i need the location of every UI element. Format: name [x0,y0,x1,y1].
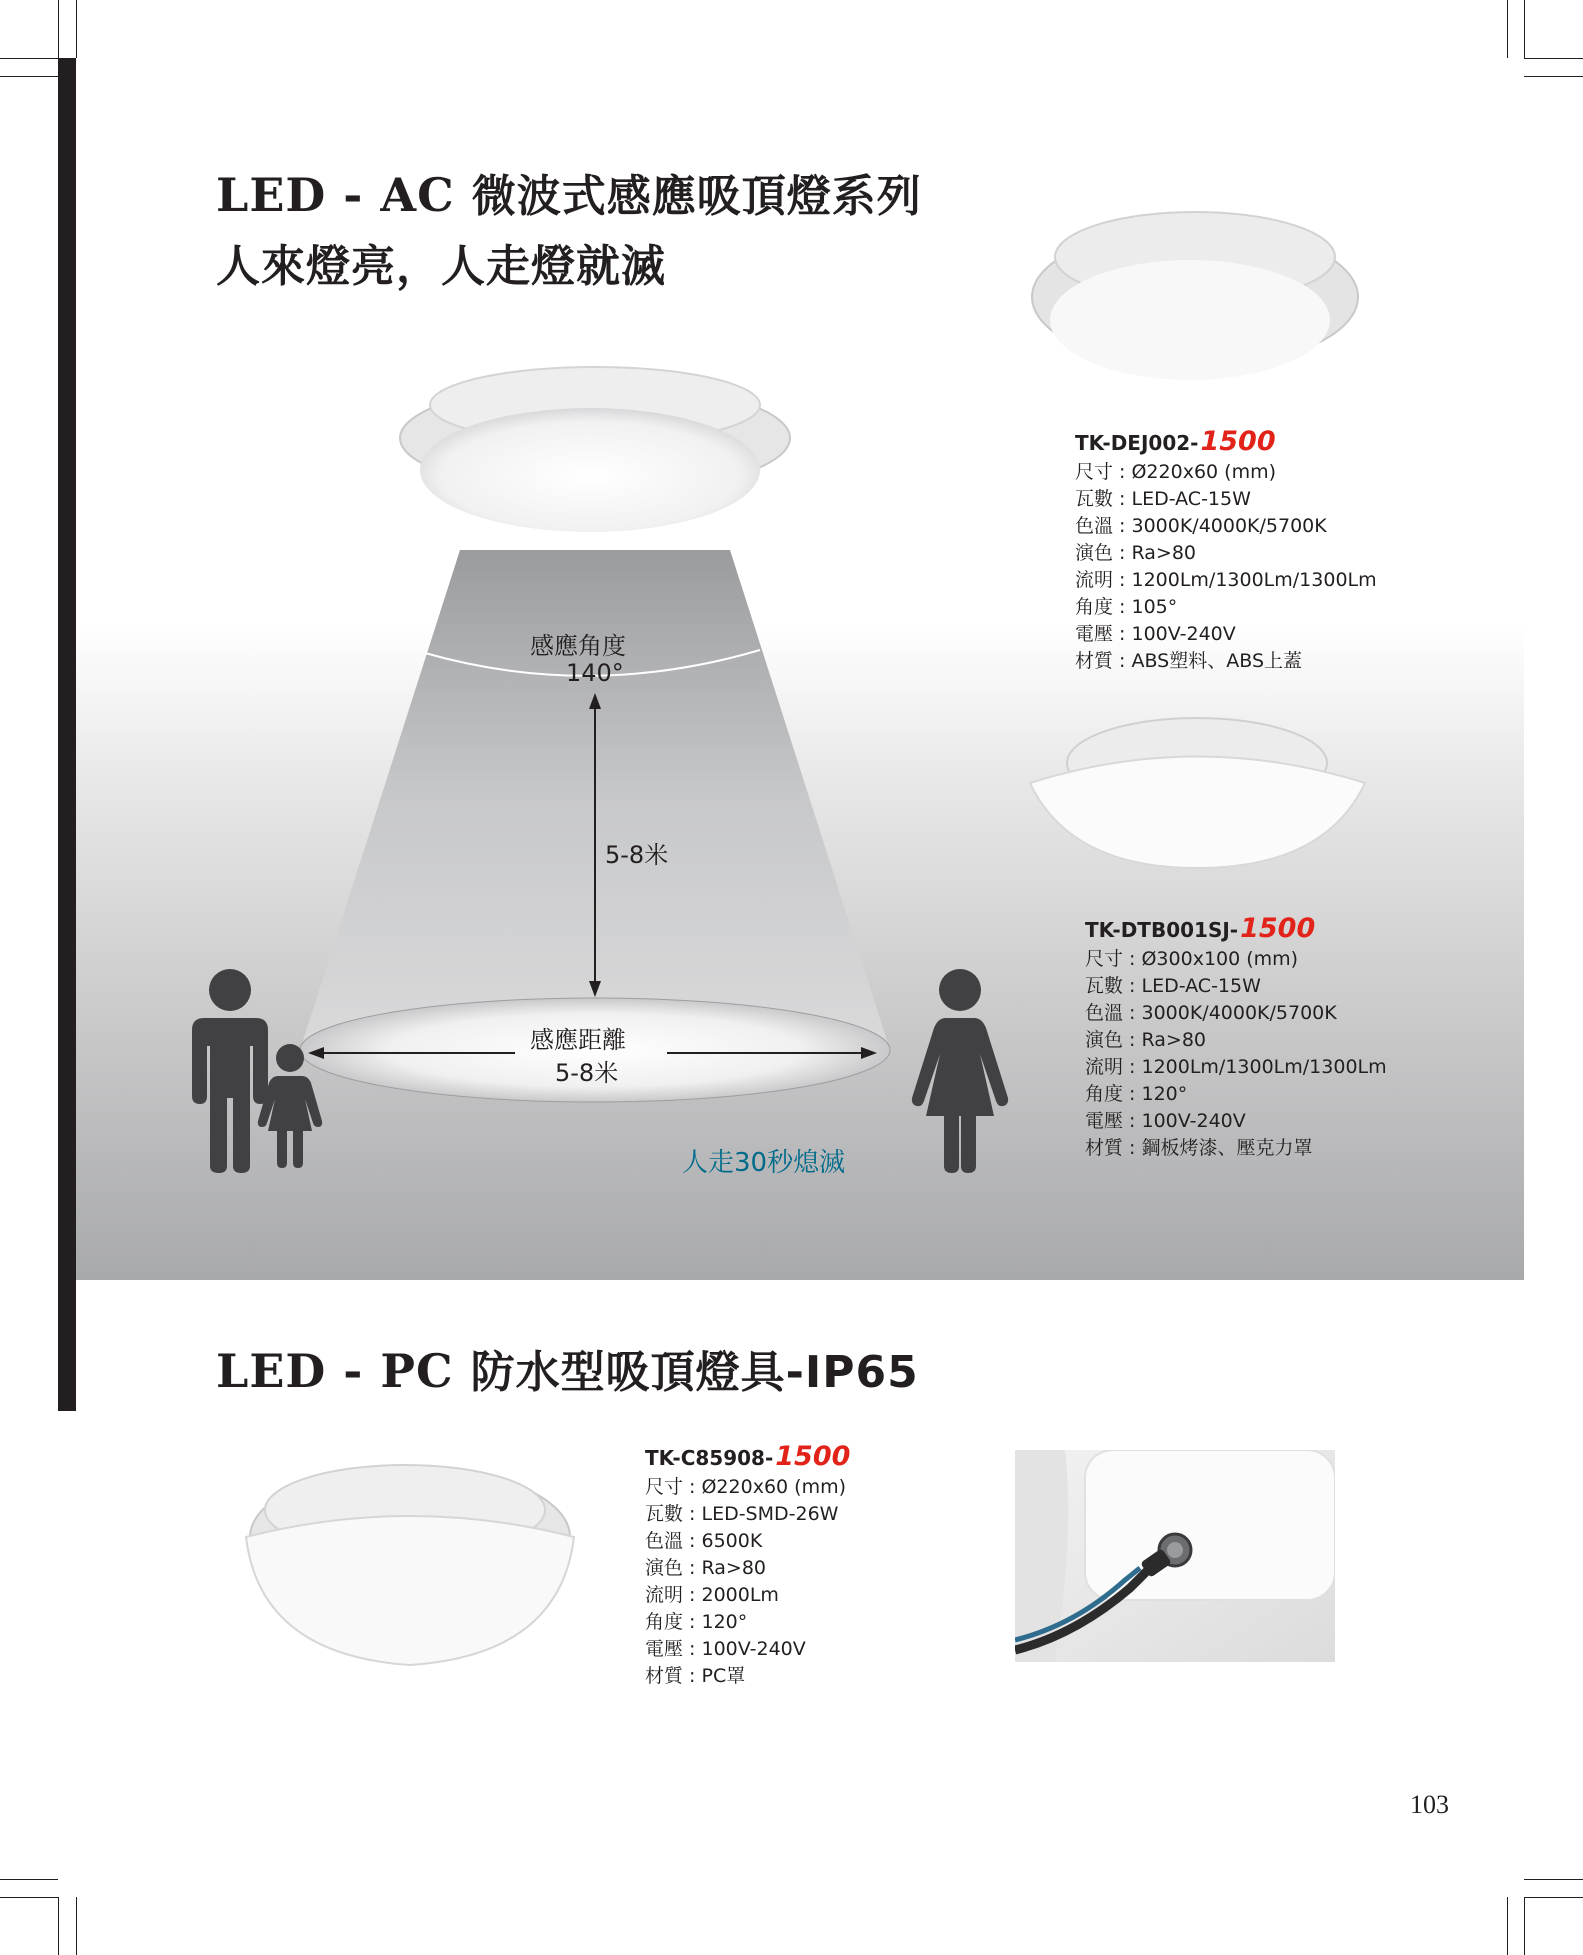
cable-detail-photo [1015,1450,1335,1662]
crop-mark [1524,58,1583,59]
spec-color-temp: 色溫 : 6500K [645,1530,763,1552]
lamp-diffuser [420,408,760,532]
crop-mark [0,58,58,59]
model-number: TK-DEJ002- [1075,431,1199,455]
distance-value: 5-8米 [555,1059,619,1087]
product-spec-1 [1075,428,1377,675]
model-number: TK-C85908- [645,1446,774,1470]
angle-value: 140° [566,659,624,687]
spec-lumen: 流明 : 1200Lm/1300Lm/1300Lm [1085,1056,1387,1078]
spec-lumen: 流明 : 1200Lm/1300Lm/1300Lm [1075,569,1377,591]
spec-wattage: 瓦數 : LED-SMD-26W [645,1503,839,1525]
crop-mark [1507,0,1508,58]
spec-size: 尺寸 : Ø220x60 (mm) [645,1476,847,1498]
crop-mark [1524,0,1525,58]
crop-mark [1524,1897,1525,1955]
title-cjk: 防水型吸頂燈具-IP65 [470,1347,919,1398]
spec-material: 材質 : PC罩 [645,1665,746,1687]
spec-material: 材質 : 鋼板烤漆、壓克力罩 [1085,1137,1313,1159]
title-latin: LED - PC [216,1344,454,1398]
product-spec-2 [1085,915,1387,1162]
spec-angle: 角度 : 105° [1075,596,1178,618]
crop-mark [0,1879,58,1880]
spec-lumen: 流明 : 2000Lm [645,1584,779,1606]
product-model-row [645,1443,850,1472]
spec-cri: 演色 : Ra>80 [1085,1029,1207,1051]
spec-cri: 演色 : Ra>80 [645,1557,767,1579]
product-image-dej002 [1030,205,1360,385]
crop-mark [58,0,59,58]
price: 1500 [1240,913,1316,944]
title-cjk: 微波式感應吸頂燈系列 [471,171,922,222]
child-icon [256,1043,324,1168]
woman-icon [910,968,1010,1173]
crop-mark [76,0,77,58]
spec-size: 尺寸 : Ø220x60 (mm) [1075,461,1277,483]
spec-voltage: 電壓 : 100V-240V [1085,1110,1246,1132]
product-image-c85908 [240,1455,580,1670]
crop-mark [1524,1879,1583,1880]
spec-angle: 角度 : 120° [1085,1083,1188,1105]
crop-mark [0,1897,58,1898]
product-spec-3 [645,1443,850,1690]
model-number: TK-DTB001SJ- [1085,918,1239,942]
spec-wattage: 瓦數 : LED-AC-15W [1085,975,1261,997]
crop-mark [1524,76,1583,77]
spec-cri: 演色 : Ra>80 [1075,542,1197,564]
product-model-row [1085,915,1387,944]
spec-material: 材質 : ABS塑料、ABS上蓋 [1075,650,1302,672]
side-bar [58,58,76,1411]
product-image-dtb001sj [1025,708,1370,873]
spec-voltage: 電壓 : 100V-240V [645,1638,806,1660]
title-latin: LED - AC [216,168,455,222]
crop-mark [76,1897,77,1955]
distance-label: 感應距離 [530,1026,626,1054]
timeout-note: 人走30秒熄滅 [682,1148,846,1178]
spec-voltage: 電壓 : 100V-240V [1075,623,1236,645]
page-number: 103 [1410,1790,1449,1819]
crop-mark [1507,1897,1508,1955]
spec-color-temp: 色溫 : 3000K/4000K/5700K [1085,1002,1337,1024]
section2-title [216,1336,919,1400]
price: 1500 [775,1441,851,1472]
height-label: 5-8米 [605,841,669,869]
section1-title-line1 [216,160,922,224]
crop-mark [0,76,58,77]
crop-mark [58,1897,59,1955]
crop-mark [1524,1897,1583,1898]
spec-angle: 角度 : 120° [645,1611,748,1633]
spec-size: 尺寸 : Ø300x100 (mm) [1085,948,1299,970]
spec-color-temp: 色溫 : 3000K/4000K/5700K [1075,515,1327,537]
price: 1500 [1200,426,1276,457]
section1-title-line2: 人來燈亮，人走燈就滅 [216,241,666,292]
product-model-row [1075,428,1377,457]
spec-wattage: 瓦數 : LED-AC-15W [1075,488,1251,510]
angle-label: 感應角度 [530,632,626,660]
